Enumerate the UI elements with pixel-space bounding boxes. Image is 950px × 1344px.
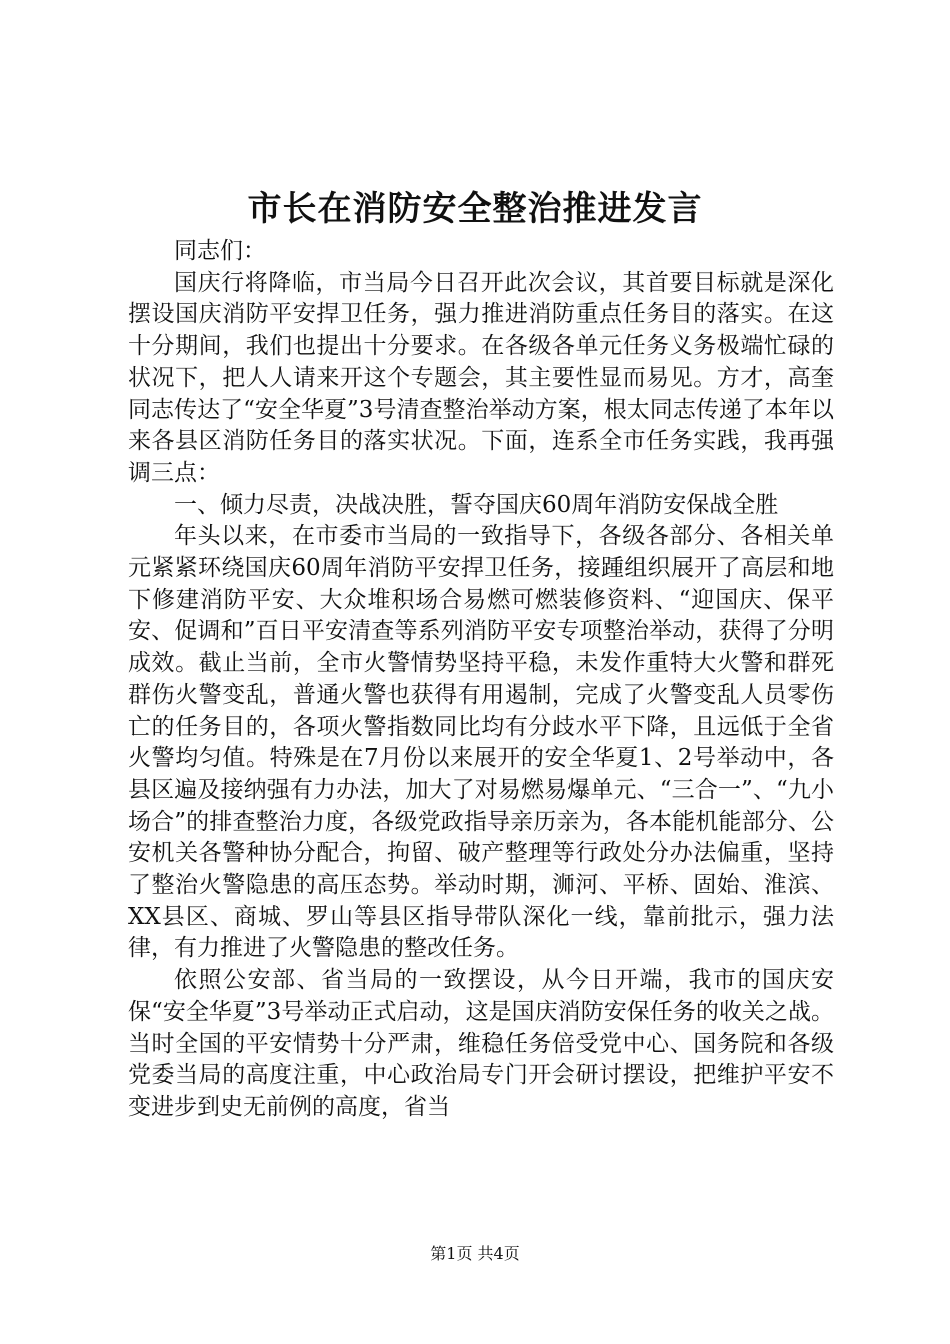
document-title: 市长在消防安全整治推进发言: [247, 189, 703, 229]
body-paragraph: 年头以来，在市委市当局的一致指导下，各级各部分、各相关单元紧紧环绕国庆60周年消防平安捍卫任务，接踵组织展开了高层和地下修建消防平安、大众堆积场合易燃可燃装修资料、“迎国庆、保平安、促调和”百日平安清查等系列消防平安专项整治举动，获得了分明成效。截止当前，全市火警情势坚持平稳，未发作重特大火警和群死群伤火警变乱，普通火警也获得有用遏制，完成了火警变乱人员零伤亡的任务目的，各项火警指数同比均有分歧水平下降，且远低于全省火警均匀值。特殊是在7月份以来展开的安全华夏1、2号举动中，各县区遍及接纳强有力办法，加大了对易燃易爆单元、“三合一”、“九小场合”的排查整治力度，各级党政指导亲历亲为，各本能机能部分、公安机关各警种协分配合，拘留、破产整理等行政处分办法偏重，坚持了整治火警隐患的高压态势。举动时期，浉河、平桥、固始、淮滨、XX县区、商城、罗山等县区指导带队深化一线，靠前批示，强力法律，有力推进了火警隐患的整改任务。: [128, 523, 834, 962]
document-body: [128, 236, 834, 1124]
body-paragraph: 依照公安部、省当局的一致摆设，从今日开端，我市的国庆安保“安全华夏”3号举动正式启动，这是国庆消防安保任务的收关之战。当时全国的平安情势十分严肃，维稳任务倍受党中心、国务院和各级党委当局的高度注重，中心政治局专门开会研讨摆设，把维护平安不变进步到史无前例的高度，省当: [128, 967, 834, 1120]
salutation-paragraph: 同志们：: [174, 238, 266, 264]
section-heading: 一、倾力尽责，决战决胜，誓夺国庆60周年消防安保战全胜: [174, 491, 779, 518]
body-paragraph: 国庆行将降临，市当局今日召开此次会议，其首要目标就是深化摆设国庆消防平安捍卫任务，强力推进消防重点任务目的落实。在这十分期间，我们也提出十分要求。在各级各单元任务义务极端忙碌的状况下，把人人请来开这个专题会，其主要性显而易见。方才，高奎同志传达了“安全华夏”3号清查整治举动方案，根太同志传递了本年以来各县区消防任务目的落实状况。下面，连系全市任务实践，我再强调三点：: [128, 269, 834, 486]
page-number-footer: 第1页 共4页: [430, 1244, 520, 1263]
